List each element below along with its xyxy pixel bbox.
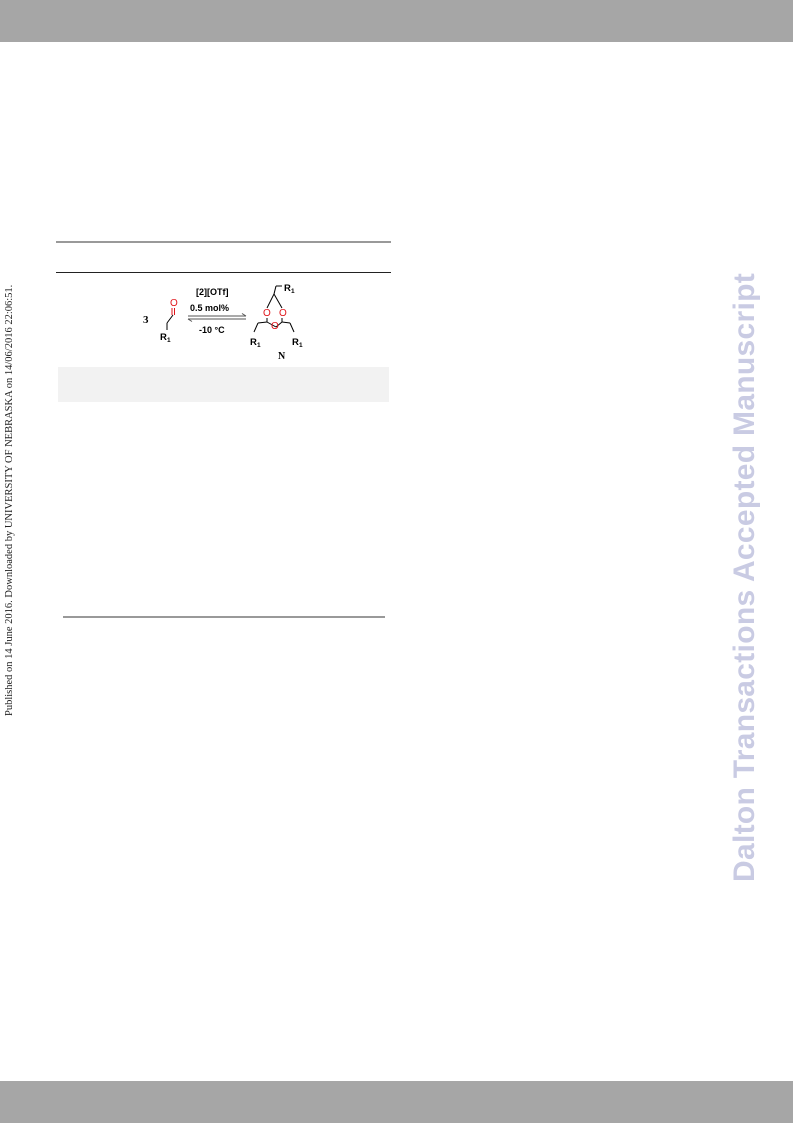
reactant-substituent-subscript: 1 [167, 337, 171, 344]
reactant-oxygen-label: O [170, 298, 178, 309]
catalyst-label: [2][OTf] [196, 287, 229, 297]
reaction-scheme [130, 278, 330, 368]
product-substituent-left-subscript: 1 [257, 342, 261, 349]
table-header-rule [56, 272, 391, 273]
product-structure [250, 283, 303, 349]
table-top-rule [56, 241, 391, 243]
product-substituent-top-label: R [284, 283, 291, 294]
reactant-structure [160, 298, 178, 344]
product-substituent-right-label: R [292, 337, 299, 348]
table-bottom-rule [63, 616, 385, 618]
equilibrium-arrow-icon [188, 314, 246, 322]
page-footer-bar [0, 1081, 793, 1123]
reaction-temperature: -10 °C [199, 325, 225, 335]
catalyst-loading: 0.5 mol% [190, 303, 230, 313]
product-substituent-left-label: R [250, 337, 257, 348]
product-oxygen-bottom: O [271, 321, 279, 332]
table-row-band [58, 367, 389, 402]
publication-note: Published on 14 June 2016. Downloaded by UNIVERSITY OF NEBRASKA on 14/06/2016 22:06:51. [4, 284, 15, 716]
journal-watermark: Dalton Transactions Accepted Manuscript [728, 272, 761, 882]
product-oxygen-left: O [263, 308, 271, 319]
product-substituent-top-subscript: 1 [291, 288, 295, 295]
product-label: N [278, 351, 286, 362]
page-header-bar [0, 0, 793, 42]
product-oxygen-right: O [279, 308, 287, 319]
reactant-substituent-label: R [160, 332, 167, 343]
product-substituent-right-subscript: 1 [299, 342, 303, 349]
stoichiometric-coefficient: 3 [143, 314, 149, 326]
